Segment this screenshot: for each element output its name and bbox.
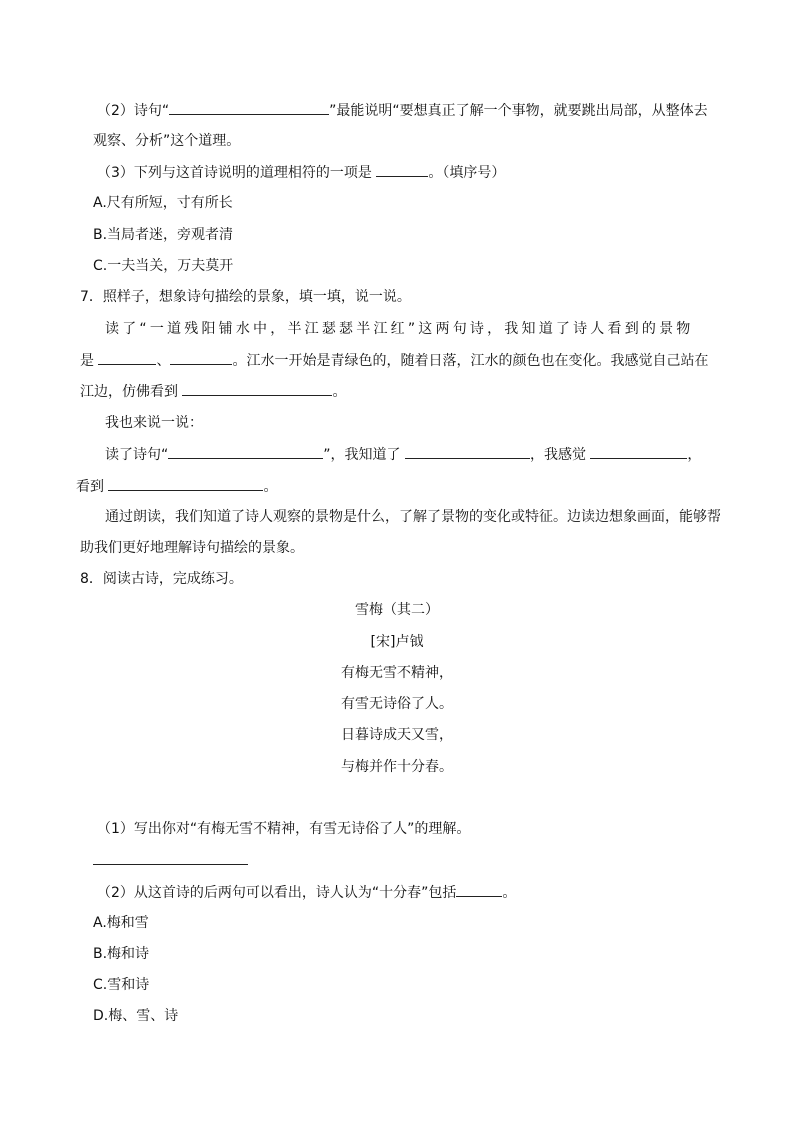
q8-sub2 [97,882,516,903]
q7-me-know: ”，我知道了 [323,447,405,463]
q7-title: 7．照样子，想象诗句描绘的景象，填一填，说一说。 [80,289,411,305]
q7-me-title: 我也来说一说： [105,415,203,431]
q7-example-sep: 、 [156,353,171,369]
q6-sub3-text: （3）下列与这首诗说明的道理相符的一项是 [97,165,377,181]
q7-example-line3 [80,381,346,402]
q6-sub2-prefix: （2）诗句“ [97,103,170,119]
q7-example-line2-text: 。江水一开始是青绿色的，随着日落，江水的颜色也在变化。我感觉自己站在 [232,353,709,369]
q8-option-d[interactable]: D.梅、雪、诗 [93,1008,179,1024]
q7-example-blank-2[interactable] [170,350,232,365]
q8-sub2-text: （2）从这首诗的后两句可以看出，诗人认为“十分春”包括 [97,885,457,901]
q8-sub1: （1）写出你对“有梅无雪不精神，有雪无诗俗了人”的理解。 [97,821,471,837]
poem-author: [宋]卢钺 [370,634,424,650]
q7-summary-line1: 通过朗读，我们知道了诗人观察的景物是什么，了解了景物的变化或特征。边读边想象画面，能够帮 [105,509,721,525]
q7-me-prefix: 读了诗句“ [105,447,169,463]
q6-option-c[interactable]: C.一夫当关，万夫莫开 [93,258,234,274]
poem-line-3: 日暮诗成天又雪， [341,727,453,743]
q7-me-blank-see[interactable] [108,476,263,491]
q7-example-blank-3[interactable] [182,381,332,396]
q7-me-blank-feel[interactable] [590,444,687,459]
poem-line-1: 有梅无雪不精神， [341,665,453,681]
q7-me-comma: ， [687,447,702,463]
q6-sub3-blank[interactable] [376,162,428,177]
q7-me-see: 看到 [76,479,109,495]
poem-line-2: 有雪无诗俗了人。 [341,696,453,712]
q7-example-line3-end: 。 [332,384,347,400]
q8-title: 8．阅读古诗，完成练习。 [80,571,243,587]
q7-me-blank-poem[interactable] [168,444,323,459]
q8-option-a[interactable]: A.梅和雪 [93,915,149,931]
q6-option-a[interactable]: A.尺有所短，寸有所长 [93,195,233,211]
q7-example-line2 [80,350,708,371]
q7-me-feel: ，我感觉 [529,447,591,463]
q7-me-end: 。 [263,479,278,495]
q6-sub2-blank[interactable] [169,100,329,115]
q6-option-b[interactable]: B.当局者迷，旁观者清 [93,227,234,243]
q6-sub2-line2: 观察、分析”这个道理。 [93,133,241,149]
q7-example-blank-1[interactable] [98,350,156,365]
poem-title: 雪梅（其二） [355,602,439,618]
q8-sub2-end: 。 [502,885,517,901]
q7-example-line3-prefix: 江边，仿佛看到 [80,384,183,400]
q6-sub2-line1 [97,100,708,121]
q7-me-line2 [76,476,277,497]
q6-sub3-suffix: 。（填序号） [428,165,506,181]
poem-line-4: 与梅并作十分春。 [341,759,453,775]
q8-sub1-answer-blank[interactable] [93,864,248,865]
q7-example-line1: 读了“一道残阳铺水中，半江瑟瑟半江红”这两句诗，我知道了诗人看到的景物 [105,321,694,337]
q8-option-b[interactable]: B.梅和诗 [93,946,150,962]
q6-sub3 [97,162,505,183]
q8-option-c[interactable]: C.雪和诗 [93,977,150,993]
q8-sub2-blank[interactable] [456,882,502,897]
q7-me-line1 [105,444,701,465]
q6-sub2-text: ”最能说明“要想真正了解一个事物，就要跳出局部，从整体去 [329,103,708,119]
q7-summary-line2: 助我们更好地理解诗句描绘的景象。 [80,540,304,556]
q7-example-line2-prefix: 是 [80,353,99,369]
q7-me-blank-know[interactable] [405,444,530,459]
